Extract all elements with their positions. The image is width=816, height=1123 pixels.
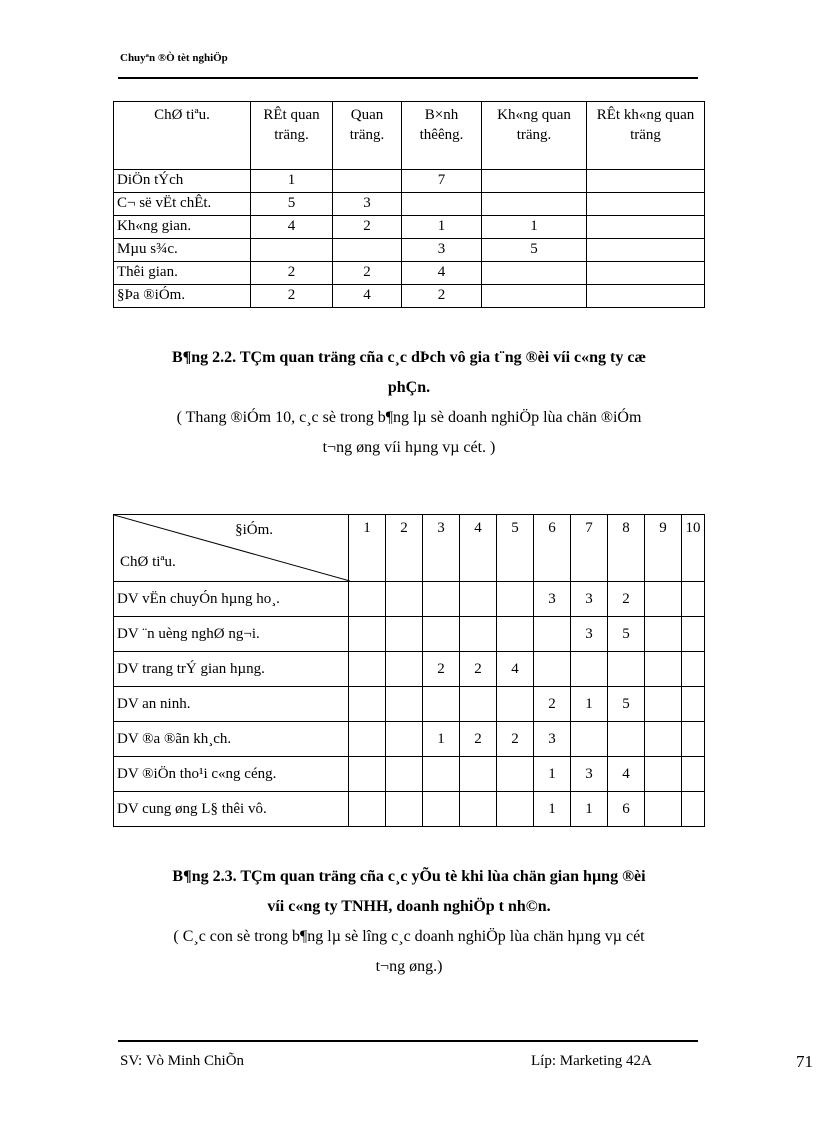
table-caption-2-2 <box>113 343 705 463</box>
table-cell <box>682 757 705 792</box>
table-cell: 2 <box>251 285 333 308</box>
row-label: DV an ninh. <box>114 687 349 722</box>
table-cell <box>386 792 423 827</box>
table-cell: 2 <box>423 652 460 687</box>
table-cell: 2 <box>460 652 497 687</box>
table-cell: 3 <box>571 757 608 792</box>
table-cell <box>682 582 705 617</box>
caption-title-line2: víi c«ng ty TNHH, doanh nghiÖp t nh©n. <box>267 898 551 915</box>
score-header-8: 8 <box>608 515 645 582</box>
header-cell-very-unimportant: RÊt kh«ng quan träng <box>587 102 705 170</box>
table-cell: 2 <box>402 285 482 308</box>
table-cell <box>497 582 534 617</box>
table-row <box>114 262 705 285</box>
table-cell: 4 <box>608 757 645 792</box>
table-cell <box>482 170 587 193</box>
table-cell: 1 <box>571 792 608 827</box>
table-cell <box>349 582 386 617</box>
table-cell <box>682 722 705 757</box>
table-cell <box>423 757 460 792</box>
table-cell: 5 <box>608 617 645 652</box>
score-header-7: 7 <box>571 515 608 582</box>
table-cell: 5 <box>608 687 645 722</box>
row-label: DV ¨n uèng nghØ ng¬i. <box>114 617 349 652</box>
table-cell <box>645 582 682 617</box>
table-cell: 1 <box>534 792 571 827</box>
table-cell <box>497 617 534 652</box>
table-cell: 5 <box>482 239 587 262</box>
table-cell <box>497 757 534 792</box>
table-cell <box>482 193 587 216</box>
score-header-5: 5 <box>497 515 534 582</box>
table-cell: 4 <box>333 285 402 308</box>
table-cell: 4 <box>497 652 534 687</box>
row-label: DV trang trÝ gian hµng. <box>114 652 349 687</box>
page-number: 71 <box>796 1052 813 1071</box>
table-cell <box>386 722 423 757</box>
table-row <box>114 722 705 757</box>
table-cell <box>349 722 386 757</box>
table-cell: 3 <box>534 582 571 617</box>
service-scores-table <box>113 514 705 827</box>
table-cell: 3 <box>534 722 571 757</box>
row-label: DV cung øng L§ thêi vô. <box>114 792 349 827</box>
table-header-row <box>114 102 705 170</box>
table-cell: 2 <box>497 722 534 757</box>
table-cell <box>460 757 497 792</box>
table-cell <box>587 216 705 239</box>
table-row <box>114 792 705 827</box>
table-cell <box>587 262 705 285</box>
table-cell: 2 <box>251 262 333 285</box>
table-cell: 7 <box>402 170 482 193</box>
table-cell <box>349 687 386 722</box>
page-header-title: Chuyªn ®Ò tèt nghiÖp <box>120 52 228 64</box>
table-cell: 1 <box>251 170 333 193</box>
footer-class: Líp: Marketing 42A <box>531 1053 652 1069</box>
row-label: DV vËn chuyÓn hµng ho¸. <box>114 582 349 617</box>
table-cell: 1 <box>402 216 482 239</box>
row-label: Mµu s¾c. <box>114 239 251 262</box>
table-row <box>114 582 705 617</box>
table-cell: 4 <box>251 216 333 239</box>
table-cell <box>460 792 497 827</box>
table-cell <box>423 792 460 827</box>
table-cell <box>482 285 587 308</box>
table-cell <box>460 617 497 652</box>
table-cell <box>386 687 423 722</box>
table-cell <box>608 652 645 687</box>
table-cell <box>682 617 705 652</box>
table-cell <box>571 722 608 757</box>
corner-label-criteria: ChØ tiªu. <box>120 554 176 570</box>
table-cell <box>251 239 333 262</box>
table-cell <box>386 652 423 687</box>
table-cell: 2 <box>460 722 497 757</box>
table-cell <box>460 582 497 617</box>
table-row <box>114 617 705 652</box>
score-header-6: 6 <box>534 515 571 582</box>
caption-note-line2: t¬ng øng víi hµng vµ cét. ) <box>322 439 496 456</box>
table-cell <box>386 617 423 652</box>
table-cell <box>645 617 682 652</box>
diagonal-header-cell <box>114 515 349 582</box>
header-cell-important: Quan träng. <box>333 102 402 170</box>
table-cell: 3 <box>333 193 402 216</box>
table-cell <box>349 792 386 827</box>
row-label: §Þa ®iÓm. <box>114 285 251 308</box>
score-header-9: 9 <box>645 515 682 582</box>
table-cell: 1 <box>423 722 460 757</box>
row-label: C¬ së vËt chÊt. <box>114 193 251 216</box>
table-cell <box>333 239 402 262</box>
header-rule <box>118 77 698 79</box>
score-header-2: 2 <box>386 515 423 582</box>
table-cell: 5 <box>251 193 333 216</box>
caption-title-line2: phÇn. <box>387 379 431 396</box>
table-row <box>114 239 705 262</box>
table-cell <box>386 582 423 617</box>
table-cell: 3 <box>402 239 482 262</box>
table-cell <box>645 722 682 757</box>
table-cell <box>349 617 386 652</box>
table-cell <box>402 193 482 216</box>
row-label: DiÖn tÝch <box>114 170 251 193</box>
table-cell <box>349 652 386 687</box>
score-header-3: 3 <box>423 515 460 582</box>
table-row <box>114 285 705 308</box>
table-row <box>114 216 705 239</box>
table-cell: 2 <box>333 216 402 239</box>
table-cell <box>587 285 705 308</box>
table-cell: 4 <box>402 262 482 285</box>
table-cell: 2 <box>608 582 645 617</box>
table-cell <box>587 170 705 193</box>
table-cell <box>682 652 705 687</box>
score-header-10: 10 <box>682 515 705 582</box>
caption-note-line1: ( C¸c con sè trong b¶ng lµ sè lîng c¸c doanh nghiÖp lùa chän hµng vµ cét <box>173 928 645 945</box>
table-cell: 2 <box>534 687 571 722</box>
table-header-row <box>114 515 705 582</box>
table-cell <box>497 687 534 722</box>
table-cell <box>682 792 705 827</box>
table-cell <box>587 239 705 262</box>
table-cell <box>645 652 682 687</box>
row-label: DV ®iÖn tho¹i c«ng céng. <box>114 757 349 792</box>
corner-label-score: §iÓm. <box>235 522 273 538</box>
header-cell-normal: B×nh thêêng. <box>402 102 482 170</box>
table-cell: 6 <box>608 792 645 827</box>
table-cell: 1 <box>571 687 608 722</box>
table-cell <box>645 757 682 792</box>
footer-student: SV: Vò Minh ChiÕn <box>120 1053 245 1069</box>
row-label: Thêi gian. <box>114 262 251 285</box>
header-cell-very-important: RÊt quan träng. <box>251 102 333 170</box>
caption-note-line1: ( Thang ®iÓm 10, c¸c sè trong b¶ng lµ sè doanh nghiÖp lùa chän ®iÓm <box>176 409 642 426</box>
table-caption-2-3 <box>113 862 705 982</box>
table-cell: 2 <box>333 262 402 285</box>
table-cell <box>423 687 460 722</box>
table-cell: 1 <box>482 216 587 239</box>
table-cell <box>333 170 402 193</box>
table-cell <box>460 687 497 722</box>
table-row <box>114 170 705 193</box>
caption-title-line1: B¶ng 2.3. TÇm quan träng cña c¸c yÕu tè khi lùa chän gian hµng ®èi <box>172 868 646 885</box>
table-cell <box>645 792 682 827</box>
table-cell <box>534 617 571 652</box>
table-cell: 3 <box>571 582 608 617</box>
table-row <box>114 652 705 687</box>
row-label: Kh«ng gian. <box>114 216 251 239</box>
factor-importance-table <box>113 101 705 308</box>
table-cell <box>682 687 705 722</box>
table-row <box>114 757 705 792</box>
caption-note-line2: t¬ng øng.) <box>375 958 443 975</box>
table-cell: 3 <box>571 617 608 652</box>
table-cell <box>423 617 460 652</box>
table-cell: 1 <box>534 757 571 792</box>
table-cell <box>423 582 460 617</box>
row-label: DV ®a ®ãn kh¸ch. <box>114 722 349 757</box>
table-cell <box>386 757 423 792</box>
table-cell <box>349 757 386 792</box>
table-cell <box>571 652 608 687</box>
table-cell <box>587 193 705 216</box>
table-row <box>114 193 705 216</box>
score-header-1: 1 <box>349 515 386 582</box>
table-cell <box>497 792 534 827</box>
table-cell <box>534 652 571 687</box>
footer-rule <box>118 1040 698 1042</box>
header-cell-not-important: Kh«ng quan träng. <box>482 102 587 170</box>
score-header-4: 4 <box>460 515 497 582</box>
table-cell <box>608 722 645 757</box>
header-cell-criteria: ChØ tiªu. <box>114 102 251 170</box>
caption-title-line1: B¶ng 2.2. TÇm quan träng cña c¸c dÞch vô gia t¨ng ®èi víi c«ng ty cæ <box>171 349 647 366</box>
table-cell <box>482 262 587 285</box>
table-row <box>114 687 705 722</box>
table-cell <box>645 687 682 722</box>
